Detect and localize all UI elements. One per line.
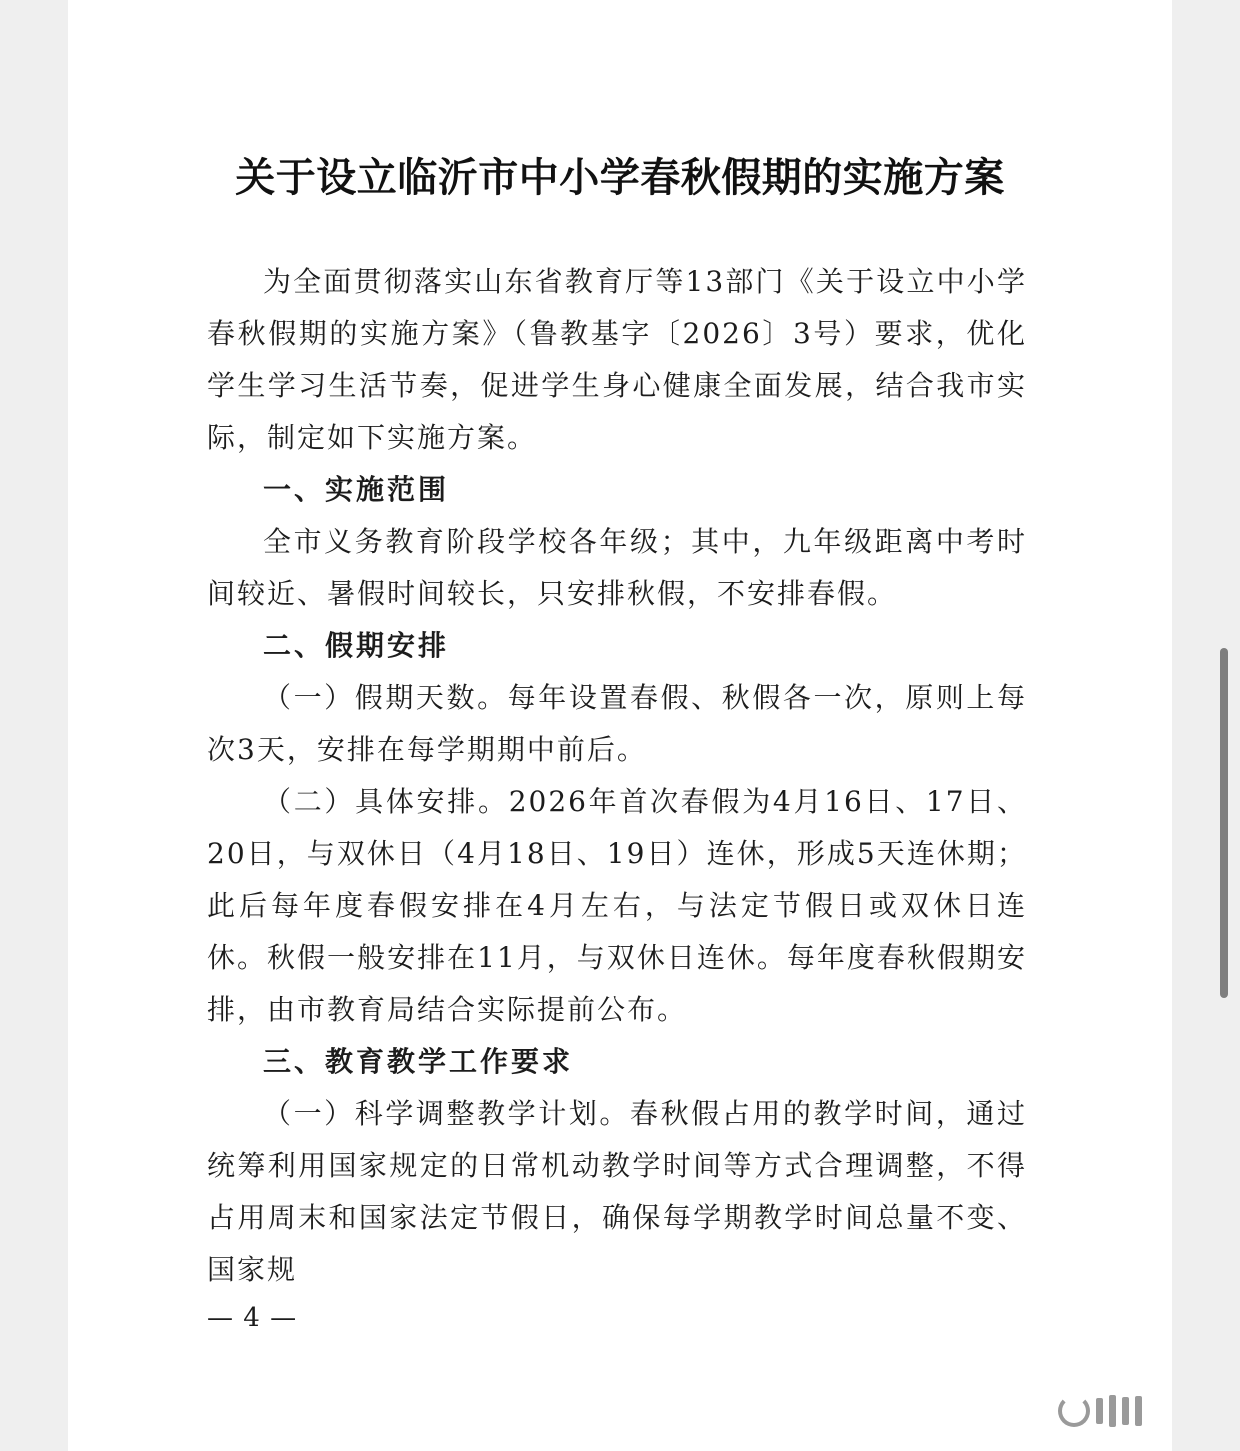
logo-bar-icon xyxy=(1109,1395,1116,1427)
intro-paragraph: 为全面贯彻落实山东省教育厅等13部门《关于设立中小学春秋假期的实施方案》（鲁教基字〔2026〕3号）要求，优化学生学习生活节奏，促进学生身心健康全面发展，结合我市实际，制定如下实施方案。 xyxy=(207,265,1027,454)
document-title: 关于设立临沂市中小学春秋假期的实施方案 xyxy=(235,155,1005,201)
page-number: — 4 — xyxy=(207,1303,298,1333)
section-heading-teaching-requirements: 三、教育教学工作要求 xyxy=(263,1045,574,1078)
document-page xyxy=(68,0,1172,1451)
logo-bar-icon xyxy=(1096,1398,1103,1424)
scope-paragraph: 全市义务教育阶段学校各年级；其中，九年级距离中考时间较近、暑假时间较长，只安排秋假，不安排春假。 xyxy=(207,525,1027,610)
watermark-logo-icon xyxy=(1058,1393,1142,1429)
section-heading-scope: 一、实施范围 xyxy=(263,473,450,506)
section-heading-holiday-arrangement: 二、假期安排 xyxy=(263,629,450,662)
scrollbar-thumb[interactable] xyxy=(1220,648,1228,998)
holiday-schedule-paragraph: （二）具体安排。2026年首次春假为4月16日、17日、20日，与双休日（4月18日、19日）连休，形成5天连休期；此后每年度春假安排在4月左右，与法定节假日或双休日连休。秋假一般安排在11月，与双休日连休。每年度春秋假期安排，由市教育局结合实际提前公布。 xyxy=(207,785,1027,1026)
logo-bar-icon xyxy=(1122,1397,1129,1425)
teaching-plan-paragraph: （一）科学调整教学计划。春秋假占用的教学时间，通过统筹利用国家规定的日常机动教学时间等方式合理调整，不得占用周末和国家法定节假日，确保每学期教学时间总量不变、国家规 xyxy=(207,1097,1027,1286)
document-body xyxy=(207,256,1027,1296)
logo-circle-icon xyxy=(1058,1395,1090,1427)
holiday-days-paragraph: （一）假期天数。每年设置春假、秋假各一次，原则上每次3天，安排在每学期期中前后。 xyxy=(207,681,1027,766)
logo-bar-icon xyxy=(1135,1396,1142,1426)
